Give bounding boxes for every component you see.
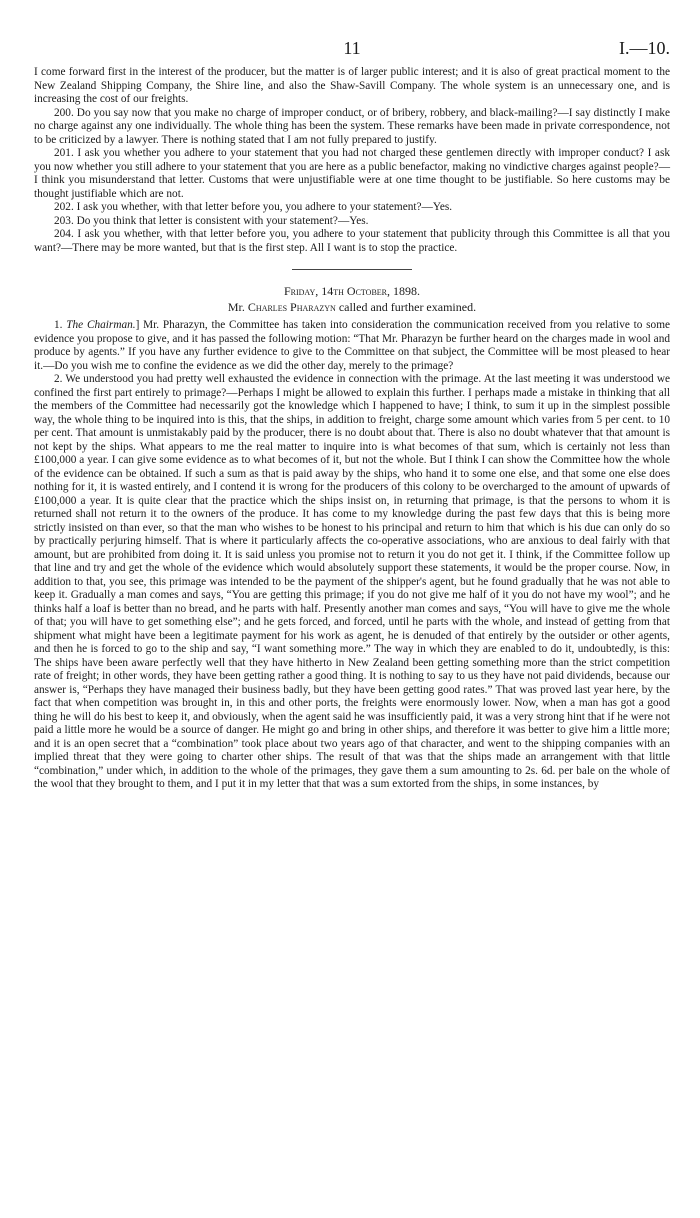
question-201: 201. I ask you whether you adhere to your statement that you had not charged these gentlemen directly with improper conduct? I ask you now whether you still adhere to your statement that you are here as a public benefactor, making no vindictive charges against people?—I think you misunderstand that letter. Customs that were unjustifiable were at one time thought to be justifiable. So here customs may be thought justifiable which are not. bbox=[34, 147, 670, 200]
document-page bbox=[34, 38, 670, 792]
witness-name: Charles Pharazyn bbox=[247, 300, 336, 314]
witness-status: called and further examined. bbox=[338, 300, 477, 314]
series-reference: I.—10. bbox=[619, 38, 670, 58]
question-204: 204. I ask you whether, with that letter before you, you adhere to your statement that publicity through this Committee is all that you want?—There may be more wanted, but that is the first step. All I want is to stop the practice. bbox=[34, 228, 670, 254]
page-header bbox=[34, 38, 670, 66]
page-number: 11 bbox=[343, 38, 361, 58]
paragraph: I come forward first in the interest of the producer, but the matter is of larger public interest; and it is also of great practical moment to the New Zealand Shipping Company, the Shire line, and also the Shaw-Savill Company. The whole system is an unnecessary one, and is increasing the cost of our freights. bbox=[34, 66, 670, 105]
upper-evidence-block bbox=[34, 66, 670, 255]
witness-title: Mr. bbox=[227, 300, 245, 314]
speaker-name: The Chairman. bbox=[66, 319, 136, 331]
date-heading: Friday, 14th October, 1898. bbox=[283, 284, 420, 298]
question-200: 200. Do you say now that you make no charge of improper conduct, or of bribery, robbery, and black-mailing?—I say distinctly I make no charge against any one individually. The whole thing has been the system. These remarks have been made in private correspondence, not to be criticized by a lawyer. There is nothing stated that I am not fully prepared to justify. bbox=[34, 106, 670, 146]
question-1-text: ] Mr. Pharazyn, the Committee has taken into consideration the communication received from you relative to some evidence you propose to give, and it has passed the following motion: “That Mr. Pharazyn be further heard on the charges made in wool and produce by agents.” If you have any further evidence to give to the Committee on that subject, the Committee will be most pleased to hear it.—Do you wish me to confine the evidence as we did the other day, merely to the primage? bbox=[34, 319, 671, 372]
section-divider bbox=[292, 269, 412, 270]
lower-evidence-block bbox=[34, 319, 670, 792]
question-202: 202. I ask you whether, with that letter before you, you adhere to your statement?—Yes. bbox=[54, 201, 453, 213]
question-1 bbox=[34, 319, 670, 373]
witness-heading bbox=[34, 300, 670, 315]
question-number: 1. bbox=[54, 319, 63, 331]
question-2: 2. We understood you had pretty well exhausted the evidence in connection with the primage. At the last meeting it was understood we confined the first part entirely to primage?—Perhaps I might be allowed to explain this further. I perhaps made a mistake in thinking that all the members of the Committee had necessarily got the knowledge which I happened to have; I think, to sum it up in the simplest possible way, the whole thing to be inquired into is this, that the ships, in addition to freight, charge some amount which varies from 5 per cent. to 10 per cent. That amount is unmistakably paid by the producer, there is no doubt about that. There is also no doubt whatever that that amount is not kept by the ships. What appears to me the real matter to inquire into is what becomes of that sum, which is certainly not less than £100,000 a year. I can give some evidence as to what becomes of it, but not the whole. But I think I can show the Committee how the whole of the evidence can be obtained. If such a sum as that is paid away by the ships, who hand it to some one else, and that some one else does nothing for it, it is wasted entirely, and I contend it is wrong for the producers of this colony to be overcharged to the amount of upwards of £100,000 a year. It is quite clear that the practice which the ships insist on, in returning that primage, is that the persons to whom it is returned shall not return it to the owners of the produce. It has come to my knowledge during the past few days that this is being more strictly insisted on than ever, so that the man who wishes to be honest to his principal and return to him that which is his due can only do so by practically perjuring himself. That is where it particularly affects the co-operative associations, who are anxious to deal fairly with that amount, but are prohibited from doing it. It is said unless you promise not to return it you do not get it. I think, if the Committee follow up that line and try and get the whole of the evidence which would absolutely support these statements, it would be the proper course. Now, in addition to that, you see, this primage was intended to be the payment of the shipper's agent, but he found gradually that he was not able to keep it. Gradually a man comes and says, “You are getting this primage; if you do not give me half of it you do not have my wool”; and he thinks half a loaf is better than no bread, and he parts with half. Presently another man comes and says, “You will have to give me the whole of that; you will have to get something else”; and he gets forced, and forced, until he parts with the whole, and instead of getting from that shipment what might have been a legitimate payment for his work as agent, he is denuded of that entirely by the outsider or other agents, and then he is forced to go to the ship and say, “I want something more.” The way in which they are enabled to do it, undoubtedly, is this: The ships have been aware perfectly well that they have hitherto in New Zealand been getting something more than the strict competition rate of freight; in other words, they have been getting rather a good thing. It is nothing to say to us they have not paid dividends, because our answer is, “Perhaps they have managed their business badly, but they have been getting good rates.” That was proved last year here, by the fact that when competition was brought in, in this and other ports, the freights were enormously lower. Now, when a man has got a good thing he will do his best to keep it, and obviously, when the agent said he was insufficiently paid, it was a very strong hint that if he were not paid a little more he would be a source of danger. He might go and bring in other ships, and therefore it was better to give him a little more; and it is an open secret that a “combination” took place about two years ago of that character, and went to the shipping companies with an implied threat that they were going to charter other ships. The result of that was that the ships made an arrangement with that little “combination,” under which, in addition to the whole of the primages, they gave them a sum amounting to 2s. 6d. per bale on the whole of the wool that they brought to them, and I put it in my letter that that was a sum extorted from the ships, in some instances, by bbox=[34, 373, 670, 790]
question-203: 203. Do you think that letter is consistent with your statement?—Yes. bbox=[54, 214, 369, 227]
